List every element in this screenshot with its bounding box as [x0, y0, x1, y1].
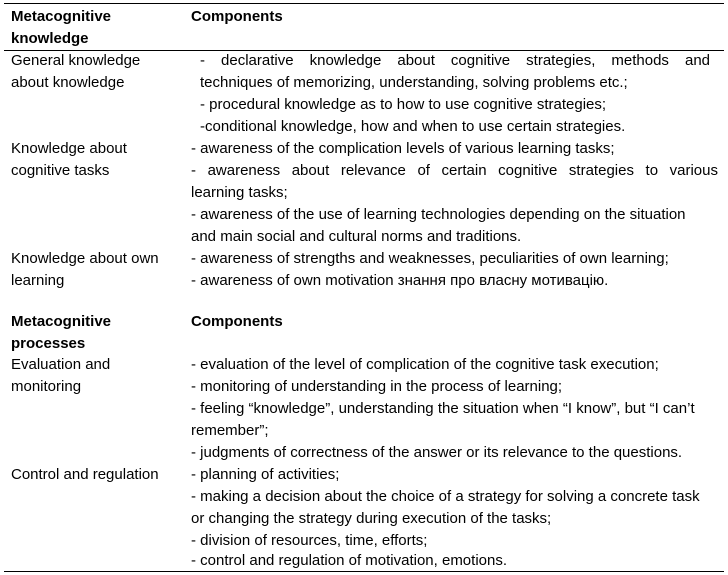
- general-knowledge-line-4: -conditional knowledge, how and when to use certain strategies.: [200, 118, 626, 135]
- general-knowledge-line-2: techniques of memorizing, understanding, solving problems etc.;: [200, 74, 628, 91]
- components-header-2: Components: [191, 313, 283, 330]
- control-line-1: - planning of activities;: [191, 466, 340, 483]
- control-line-4: - division of resources, time, efforts;: [191, 532, 428, 549]
- evaluation-line-2: - monitoring of understanding in the process of learning;: [191, 378, 563, 395]
- evaluation-line-1: - evaluation of the level of complication of the cognitive task execution;: [191, 356, 659, 373]
- row-general-knowledge-label-1: General knowledge: [11, 52, 141, 69]
- cognitive-tasks-line-2: - awareness about relevance of certain cognitive strategies to various: [191, 162, 718, 179]
- row-cognitive-tasks-label-1: Knowledge about: [11, 140, 127, 157]
- evaluation-line-3: - feeling “knowledge”, understanding the situation when “I know”, but “I can’t: [191, 400, 695, 417]
- general-knowledge-line-1: - declarative knowledge about cognitive strategies, methods and: [200, 52, 710, 69]
- row-cognitive-tasks-label-2: cognitive tasks: [11, 162, 110, 179]
- knowledge-header-line1: Metacognitive: [11, 8, 112, 25]
- cognitive-tasks-line-1: - awareness of the complication levels of various learning tasks;: [191, 140, 615, 157]
- own-learning-line-2: - awareness of own motivation знання про власну мотивацію.: [191, 272, 609, 289]
- row-own-learning-label-1: Knowledge about own: [11, 250, 159, 267]
- general-knowledge-line-3: - procedural knowledge as to how to use cognitive strategies;: [200, 96, 607, 113]
- evaluation-line-5: - judgments of correctness of the answer or its relevance to the questions.: [191, 444, 683, 461]
- row-evaluation-label-1: Evaluation and: [11, 356, 111, 373]
- components-header-1: Components: [191, 8, 283, 25]
- own-learning-line-1: - awareness of strengths and weaknesses, peculiarities of own learning;: [191, 250, 669, 267]
- row-evaluation-label-2: monitoring: [11, 378, 82, 395]
- control-line-2: - making a decision about the choice of a strategy for solving a concrete task: [191, 488, 700, 505]
- evaluation-line-4: remember”;: [191, 422, 269, 439]
- knowledge-header-line2: knowledge: [11, 30, 89, 47]
- processes-header-line2: processes: [11, 335, 86, 352]
- processes-header-line1: Metacognitive: [11, 313, 112, 330]
- table-top-rule: [4, 3, 724, 4]
- row-control-label: Control and regulation: [11, 466, 159, 483]
- cognitive-tasks-line-4: - awareness of the use of learning technologies depending on the situation: [191, 206, 686, 223]
- row-own-learning-label-2: learning: [11, 272, 65, 289]
- row-general-knowledge-label-2: about knowledge: [11, 74, 125, 91]
- control-line-5: - control and regulation of motivation, emotions.: [191, 552, 508, 569]
- cognitive-tasks-line-5: and main social and cultural norms and traditions.: [191, 228, 522, 245]
- cognitive-tasks-line-3: learning tasks;: [191, 184, 288, 201]
- control-line-3: or changing the strategy during execution of the tasks;: [191, 510, 552, 527]
